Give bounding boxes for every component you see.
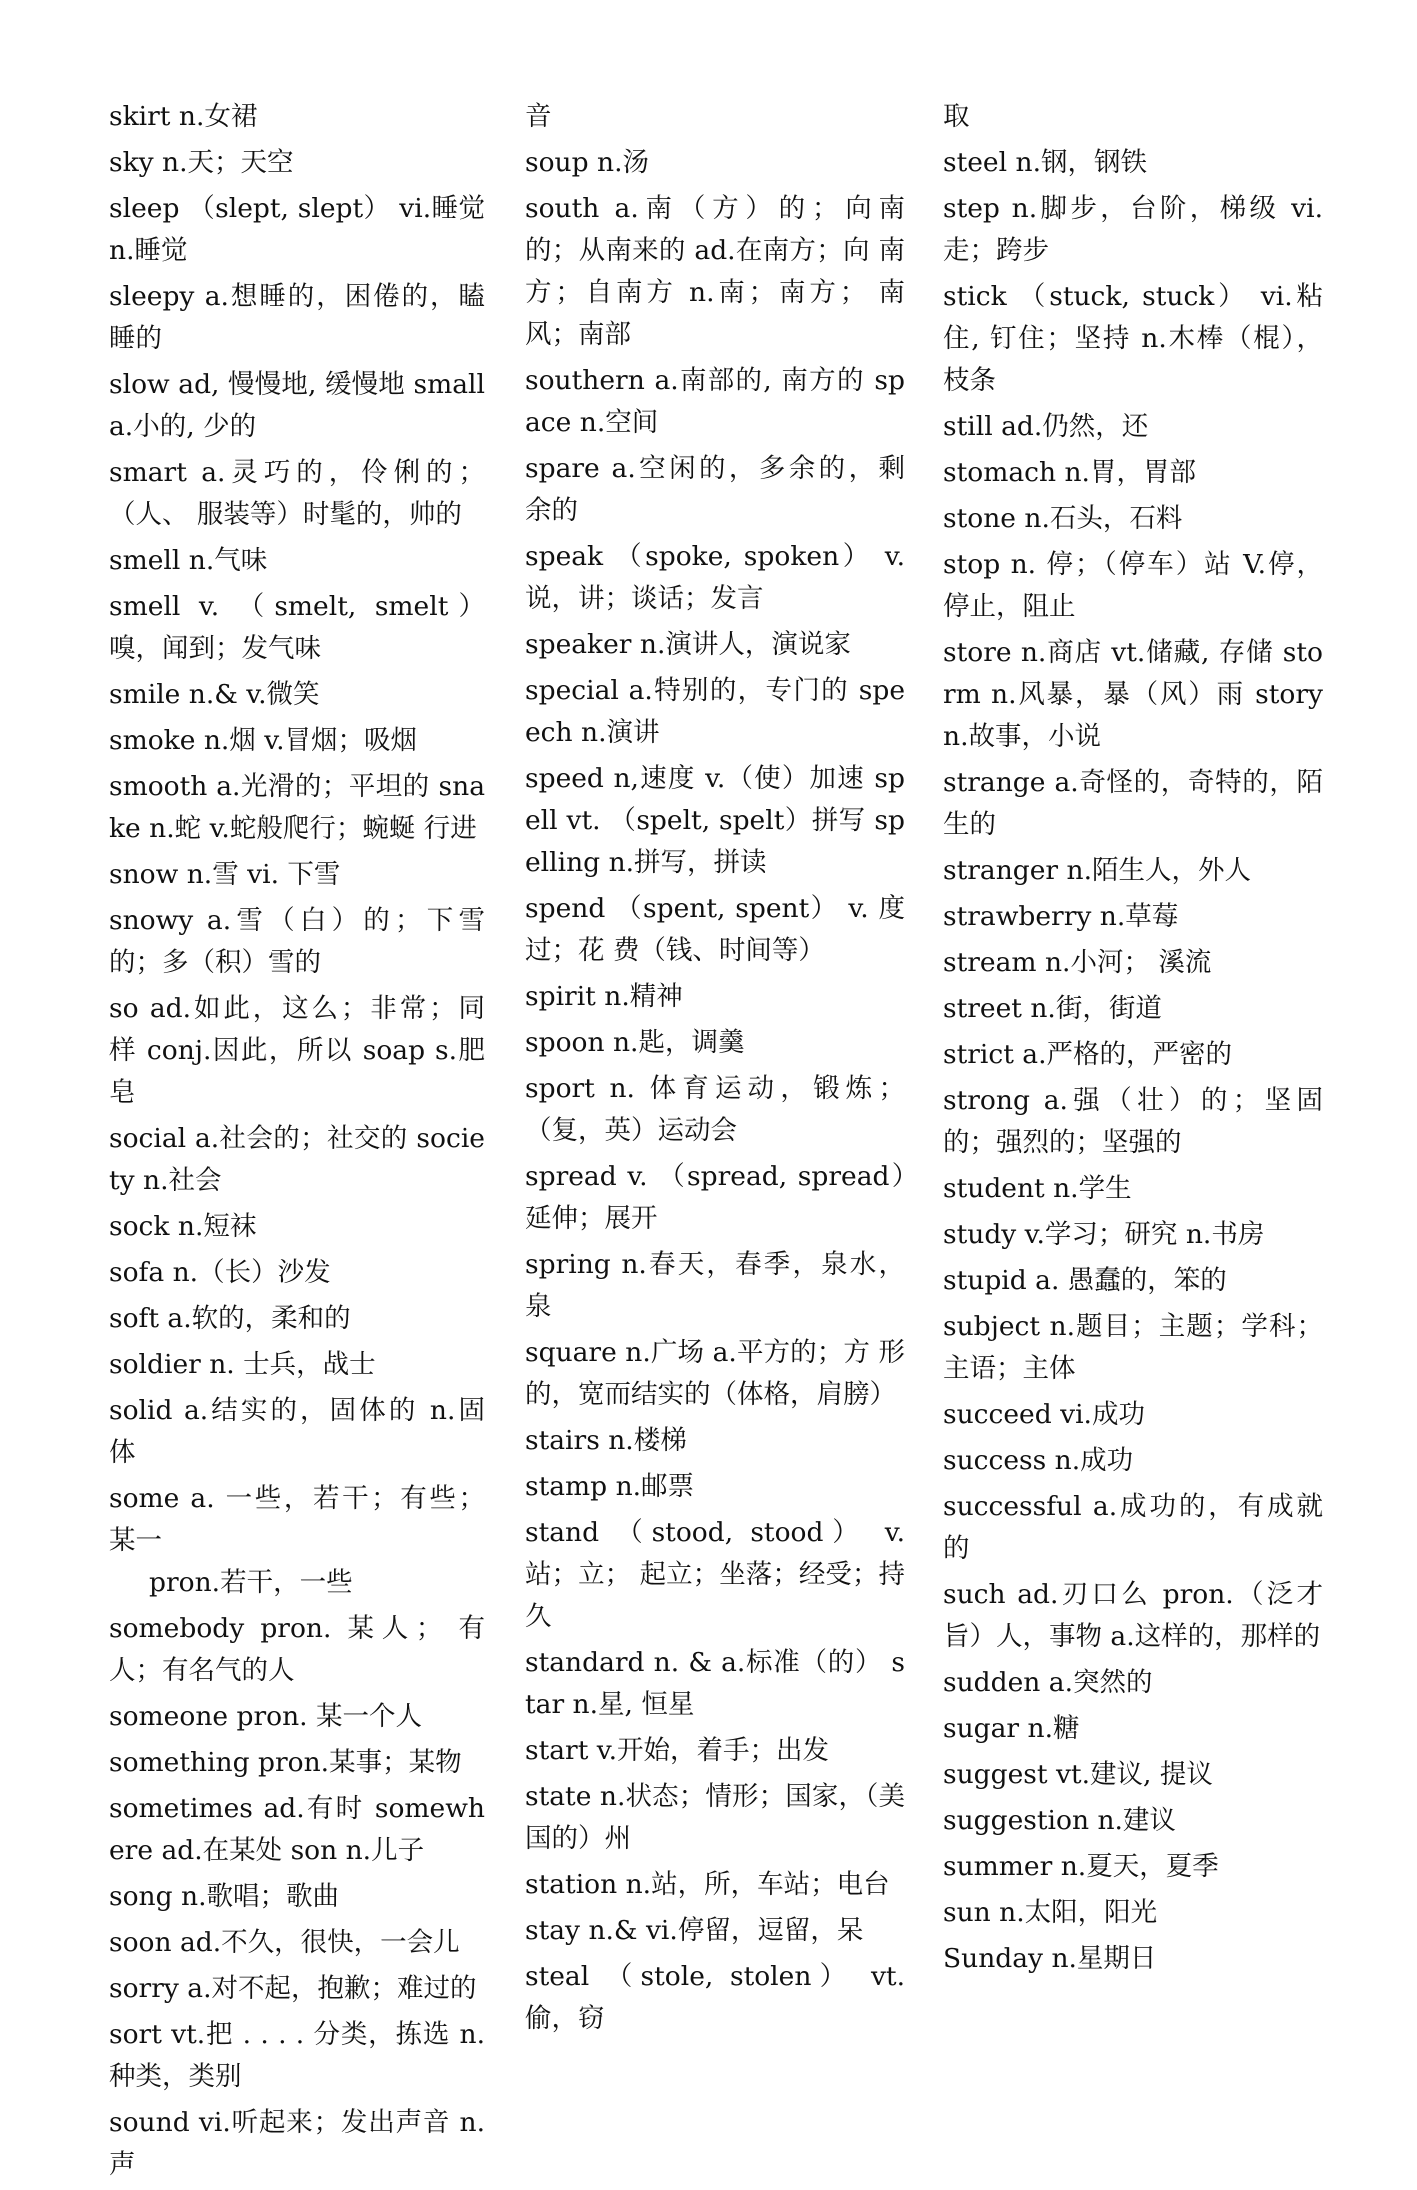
vocab-entry: skirt n.女裙: [109, 101, 258, 132]
vocab-entry: sound vi.听起来；发出声音 n. 声: [109, 2107, 485, 2180]
column-2: [525, 96, 905, 2044]
vocab-entry: strawberry n.草莓: [943, 901, 1179, 932]
vocab-entry: spread v. （spread, spread）延伸；展开: [525, 1161, 905, 1234]
vocab-entry: soup n.汤: [525, 147, 649, 178]
vocab-entry: sofa n.（长）沙发: [109, 1257, 331, 1288]
column-3: [943, 96, 1323, 1984]
vocab-entry: stone n.石头，石料: [943, 503, 1183, 534]
vocab-entry: special a.特别的，专门的 speech n.演讲: [525, 675, 905, 748]
vocab-entry: stupid a. 愚蠢的，笨的: [943, 1265, 1227, 1296]
vocab-entry: someone pron. 某一个人: [109, 1701, 422, 1732]
vocab-entry: such ad.刃口么 pron.（泛才旨）人，事物 a.这样的，那样的: [943, 1579, 1323, 1652]
vocab-entry: sort vt.把 . . . . 分类，拣选 n.种类，类别: [109, 2019, 485, 2092]
vocab-entry-continuation: 音: [525, 101, 552, 132]
vocab-entry: soon ad.不久，很快，一会儿: [109, 1927, 460, 1958]
vocab-entry: suggest vt.建议, 提议: [943, 1759, 1213, 1790]
vocab-entry: stream n.小河； 溪流: [943, 947, 1212, 978]
vocab-entry: spare a.空闲的，多余的，剩 余的: [525, 453, 905, 526]
vocab-entry: sudden a.突然的: [943, 1667, 1153, 1698]
column-1: [109, 96, 485, 2190]
vocab-entry: spoon n.匙，调羹: [525, 1027, 745, 1058]
vocab-entry: southern a.南部的, 南方的 space n.空间: [525, 365, 905, 438]
vocab-entry: something pron.某事；某物: [109, 1747, 462, 1778]
vocab-entry: sock n.短袜: [109, 1211, 257, 1242]
vocab-entry: sun n.太阳，阳光: [943, 1897, 1158, 1928]
vocab-entry: sport n. 体育运动，锻炼；（复，英）运动会: [525, 1073, 905, 1146]
vocab-entry: study v.学习；研究 n.书房: [943, 1219, 1265, 1250]
vocab-entry: south a.南（方）的；向南 的；从南来的 ad.在南方；向 南方；自南方 n.南；南方； 南风；南部: [525, 193, 905, 350]
vocab-entry: smile n.& v.微笑: [109, 679, 320, 710]
vocab-entry: start v.开始，着手；出发: [525, 1735, 830, 1766]
vocab-entry: sleep （slept, slept） vi.睡觉 n.睡觉: [109, 193, 485, 266]
vocab-entry: suggestion n.建议: [943, 1805, 1176, 1836]
vocab-entry: stairs n.楼梯: [525, 1425, 687, 1456]
vocab-entry: standard n. & a.标准（的） star n.星, 恒星: [525, 1647, 905, 1720]
vocab-entry: steel n.钢，钢铁: [943, 147, 1148, 178]
vocab-entry: stand （stood, stood） v. 站；立； 起立；坐落；经受；持久: [525, 1517, 905, 1632]
vocab-entry-continuation: pron.若干，一些: [149, 1567, 353, 1598]
vocab-entry: sometimes ad.有时 somewhere ad.在某处 son n.儿子: [109, 1793, 485, 1866]
vocab-entry: step n.脚步，台阶，梯级 vi.走；跨步: [943, 193, 1323, 266]
vocab-entry: stick （stuck, stuck） vi.粘住, 钉住；坚持 n.木棒（棍），枝条: [943, 281, 1323, 396]
vocab-entry: some a. 一些，若干；有些； 某一: [109, 1483, 485, 1556]
vocab-entry: stomach n.胃，胃部: [943, 457, 1196, 488]
vocab-entry: store n.商店 vt.储藏, 存储 storm n.风暴，暴（风）雨 story n.故事，小说: [943, 637, 1323, 752]
vocab-entry: spirit n.精神: [525, 981, 683, 1012]
vocab-entry: stay n.& vi.停留，逗留，呆: [525, 1915, 864, 1946]
vocab-entry: speaker n.演讲人，演说家: [525, 629, 851, 660]
vocab-entry: so ad.如此，这么；非常；同 样 conj.因此，所以 soap s.肥皂: [109, 993, 485, 1108]
vocab-entry: strong a.强（壮）的；坚固 的；强烈的；坚强的: [943, 1085, 1323, 1158]
vocab-entry: strange a.奇怪的，奇特的，陌生的: [943, 767, 1323, 840]
vocab-entry: success n.成功: [943, 1445, 1134, 1476]
vocab-entry: spend （spent, spent） v. 度过；花 费（钱、时间等）: [525, 893, 905, 966]
vocab-entry: snow n.雪 vi. 下雪: [109, 859, 341, 890]
vocab-entry: smooth a.光滑的；平坦的 snake n.蛇 v.蛇般爬行；蜿蜒 行进: [109, 771, 485, 844]
vocab-entry: smell v. （smelt, smelt）嗅，闻到；发气味: [109, 591, 485, 664]
vocab-entry: Sunday n.星期日: [943, 1943, 1157, 1974]
vocab-entry: speak （spoke, spoken） v.说，讲；谈话；发言: [525, 541, 905, 614]
vocab-entry: song n.歌唱；歌曲: [109, 1881, 339, 1912]
vocab-entry-continuation: 取: [943, 101, 970, 132]
vocab-entry: sky n.天；天空: [109, 147, 294, 178]
vocab-entry: stamp n.邮票: [525, 1471, 695, 1502]
vocab-entry: speed n,速度 v.（使）加速 spell vt. （spelt, spelt）拼写 spelling n.拼写，拼读: [525, 763, 905, 878]
vocab-entry: snowy a.雪（白）的；下雪的；多（积）雪的: [109, 905, 485, 978]
vocab-entry: smart a.灵巧的，伶俐的；（人、 服装等）时髦的，帅的: [109, 457, 485, 530]
vocab-entry: social a.社会的；社交的 society n.社会: [109, 1123, 485, 1196]
vocab-entry: successful a.成功的，有成就 的: [943, 1491, 1323, 1564]
vocab-entry: student n.学生: [943, 1173, 1132, 1204]
vocab-entry: street n.街，街道: [943, 993, 1162, 1024]
vocab-entry: summer n.夏天，夏季: [943, 1851, 1219, 1882]
vocab-entry: somebody pron. 某人； 有人；有名气的人: [109, 1613, 485, 1686]
vocab-entry: soft a.软的，柔和的: [109, 1303, 351, 1334]
vocab-entry: state n.状态；情形；国家，（美国的）州: [525, 1781, 905, 1854]
vocab-entry: station n.站，所，车站；电台: [525, 1869, 890, 1900]
vocab-entry: soldier n. 士兵，战士: [109, 1349, 376, 1380]
vocab-entry: spring n.春天，春季，泉水，泉: [525, 1249, 905, 1322]
vocab-entry: square n.广场 a.平方的；方 形的，宽而结实的（体格，肩膀）: [525, 1337, 905, 1410]
vocab-entry: smoke n.烟 v.冒烟；吸烟: [109, 725, 418, 756]
vocab-entry: smell n.气味: [109, 545, 268, 576]
vocab-entry: subject n.题目；主题；学科；主语；主体: [943, 1311, 1323, 1384]
vocab-entry: sugar n.糖: [943, 1713, 1080, 1744]
vocab-entry: steal （stole, stolen） vt.偷，窃: [525, 1961, 905, 2034]
vocab-entry: stop n. 停；（停车）站 V.停，停止，阻止: [943, 549, 1323, 622]
vocab-entry: sleepy a.想睡的，困倦的，瞌睡的: [109, 281, 485, 354]
vocab-entry: sorry a.对不起，抱歉；难过的: [109, 1973, 477, 2004]
vocab-entry: still ad.仍然，还: [943, 411, 1149, 442]
vocab-entry: strict a.严格的，严密的: [943, 1039, 1233, 1070]
vocab-entry: stranger n.陌生人，外人: [943, 855, 1252, 886]
vocab-entry: solid a.结实的，固体的 n.固 体: [109, 1395, 485, 1468]
vocab-entry: succeed vi.成功: [943, 1399, 1145, 1430]
vocab-entry: slow ad, 慢慢地, 缓慢地 small a.小的, 少的: [109, 369, 485, 442]
